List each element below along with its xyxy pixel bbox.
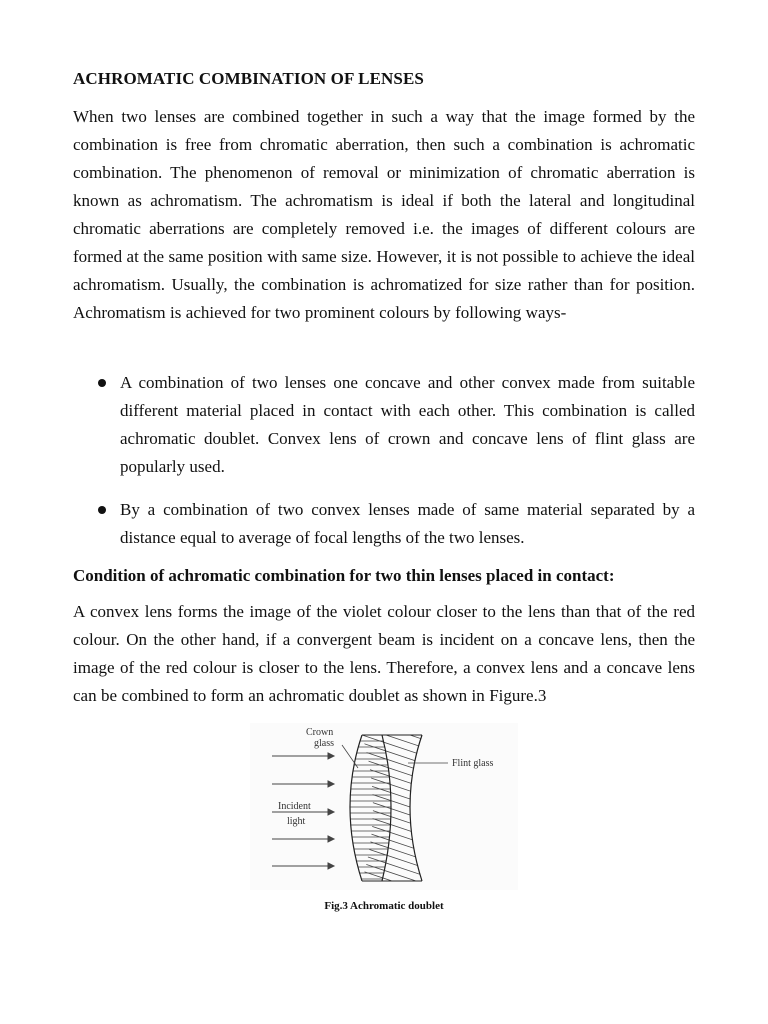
label-flint-glass: Flint glass <box>452 758 494 769</box>
bullet-item-achromatic-doublet <box>73 369 695 481</box>
figure-caption: Fig.3 Achromatic doublet <box>324 900 444 912</box>
bullet-dot-icon <box>98 379 106 387</box>
intro-paragraph: When two lenses are combined together in such a way that the image formed by the combination is free from chromatic aberration, then such a combination is achromatic combination. The phenomenon of removal or minimization of chromatic aberration is known as achromatism. The achromatism is ideal if both the lateral and longitudinal chromatic aberrations are completely removed i.e. the images of different colours are formed at the same position with same size. However, it is not possible to achieve the ideal achromatism. Usually, the combination is achromatized for size rather than for position. Achromatism is achieved for two prominent colours by following ways- <box>73 107 695 322</box>
bullet-list-1 <box>73 369 695 481</box>
bullet-item-separated-lenses <box>73 496 695 552</box>
doublet-diagram <box>250 723 518 890</box>
label-light: light <box>287 816 306 827</box>
condition-paragraph: A convex lens forms the image of the violet colour closer to the lens than that of the red colour. On the other hand, if a convergent beam is incident on a concave lens, then the image of the red colour is closer to the lens. Therefore, a convex lens and a concave lens can be combined to form an achromatic doublet as shown in Figure.3 <box>73 602 695 705</box>
bullet-text: A combination of two lenses one concave and other convex made from suitable different material placed in contact with each other. This combination is called achromatic doublet. Convex lens of crown and concave lens of flint glass are popularly used. <box>120 373 695 476</box>
bullet-dot-icon <box>98 506 106 514</box>
crown-lens-outline <box>350 735 362 881</box>
flint-lens-hatching <box>350 723 440 890</box>
bullet-list-2 <box>73 496 695 552</box>
bullet-text: By a combination of two convex lenses made of same material separated by a distance equal to average of focal lengths of the two lenses. <box>120 500 695 547</box>
label-crown: Crown <box>306 727 334 738</box>
flint-lens-outline <box>410 735 422 881</box>
section-heading-achromatic-combination: ACHROMATIC COMBINATION OF LENSES <box>73 69 424 88</box>
label-glass: glass <box>314 738 334 749</box>
section-heading-condition: Condition of achromatic combination for two thin lenses placed in contact: <box>73 566 615 585</box>
achromatic-doublet-figure <box>250 723 518 890</box>
label-incident: Incident <box>278 801 311 812</box>
